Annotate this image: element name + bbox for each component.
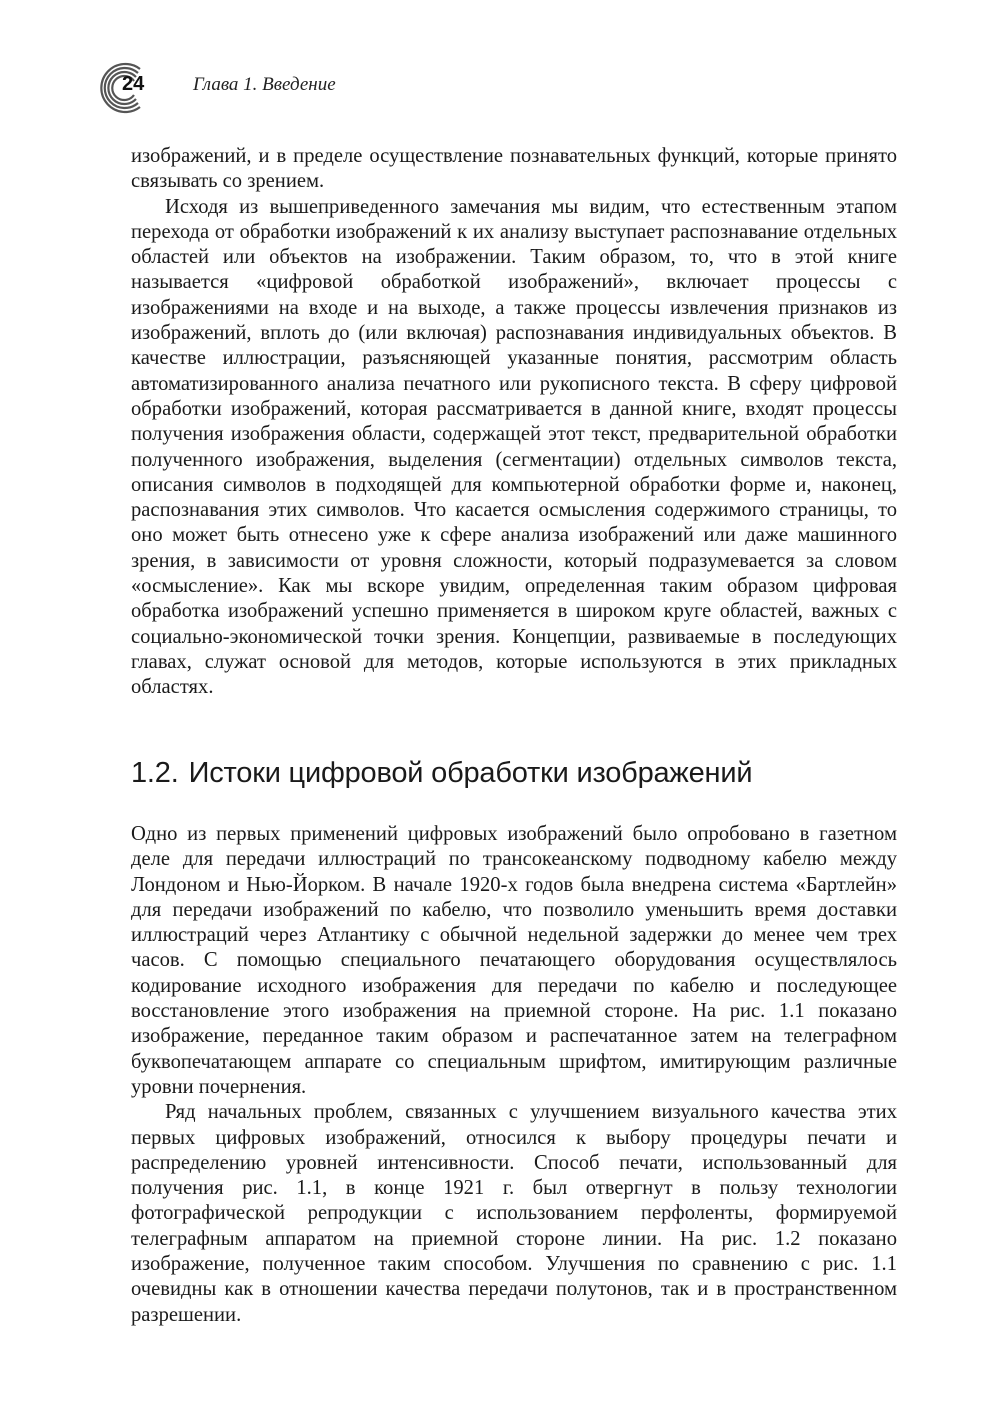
page-header (100, 60, 900, 116)
section-title: Истоки цифровой обработки изображений (188, 757, 753, 789)
page-number-badge (100, 60, 156, 116)
paragraph: изображений, и в пределе осуществление познавательных функций, которые принято связывать со зрением. (131, 145, 897, 193)
running-head: Глава 1. Введение (193, 74, 336, 95)
paragraph: Ряд начальных проблем, связанных с улучшением визуального качества этих первых цифровых изображений, относился к выбору процедуры печати и распределению уровней интенсивности. Способ печати, использованный для получения рис. 1.1, в конце 1921 г. был отвергнут в пользу технологии фотографической репродукции с использованием перфоленты, формируемой телеграфным аппаратом на приемной стороне линии. На рис. 1.2 показано изображение, полученное таким способом. Улучшения по сравнению с рис. 1.1 очевидны как в отношении качества передачи полутонов, так и в пространственном разрешении. (131, 1101, 897, 1326)
paragraph: Одно из первых применений цифровых изображений было опробовано в газетном деле для передачи иллюстраций по трансокеанскому подводному кабелю между Лондоном и Нью-Йорком. В начале 1920-х годов была внедрена система «Бартлейн» для передачи изображений по кабелю, что позволило уменьшить время доставки иллюстраций через Атлантику с обычной недельной задержки до менее чем трех часов. С помощью специального печатающего оборудования осуществлялось кодирование исходного изображения для передачи по кабелю и последующее восстановление этого изображения на приемной стороне. На рис. 1.1 показано изображение, переданное таким образом и распечатанное затем на телеграфном буквопечатающем аппарате со специальным шрифтом, имитирующим различные уровни почернения. (131, 823, 897, 1098)
section-heading (131, 757, 897, 790)
section-number: 1.2. (131, 757, 179, 789)
text-block-section (131, 822, 897, 1328)
page-number: 24 (122, 73, 145, 95)
text-block-top (131, 144, 897, 701)
paragraph: Исходя из вышеприведенного замечания мы видим, что естественным этапом перехода от обработки изображений к их анализу выступает распознавание отдельных областей или объектов на изображении. Таким образом, то, что в этой книге называется «цифровой обработкой изображений», включает процессы с изображениями на входе и на выходе, а также процессы извлечения признаков из изображений, вплоть до (или включая) распознавания индивидуальных объектов. В качестве иллюстрации, разъясняющей указанные понятия, рассмотрим область автоматизированного анализа печатного или рукописного текста. В сферу цифровой обработки изображений, которая рассматривается в данной книге, входят процессы получения изображения области, содержащей этот текст, предварительной обработки полученного изображения, выделения (сегментации) отдельных символов текста, описания символов в подходящей для компьютерной обработки форме и, наконец, распознавания этих символов. Что касается осмысления содержимого страницы, то оно может быть отнесено уже к сфере анализа изображений или даже машинного зрения, в зависимости от уровня сложности, который подразумевается за словом «осмысление». Как мы вскоре увидим, определенная таким образом цифровая обработка изображений успешно применяется в широком круге областей, важных с социально-экономической точки зрения. Концепции, развиваемые в последующих главах, служат основой для методов, которые используются в этих прикладных областях. (131, 195, 897, 699)
